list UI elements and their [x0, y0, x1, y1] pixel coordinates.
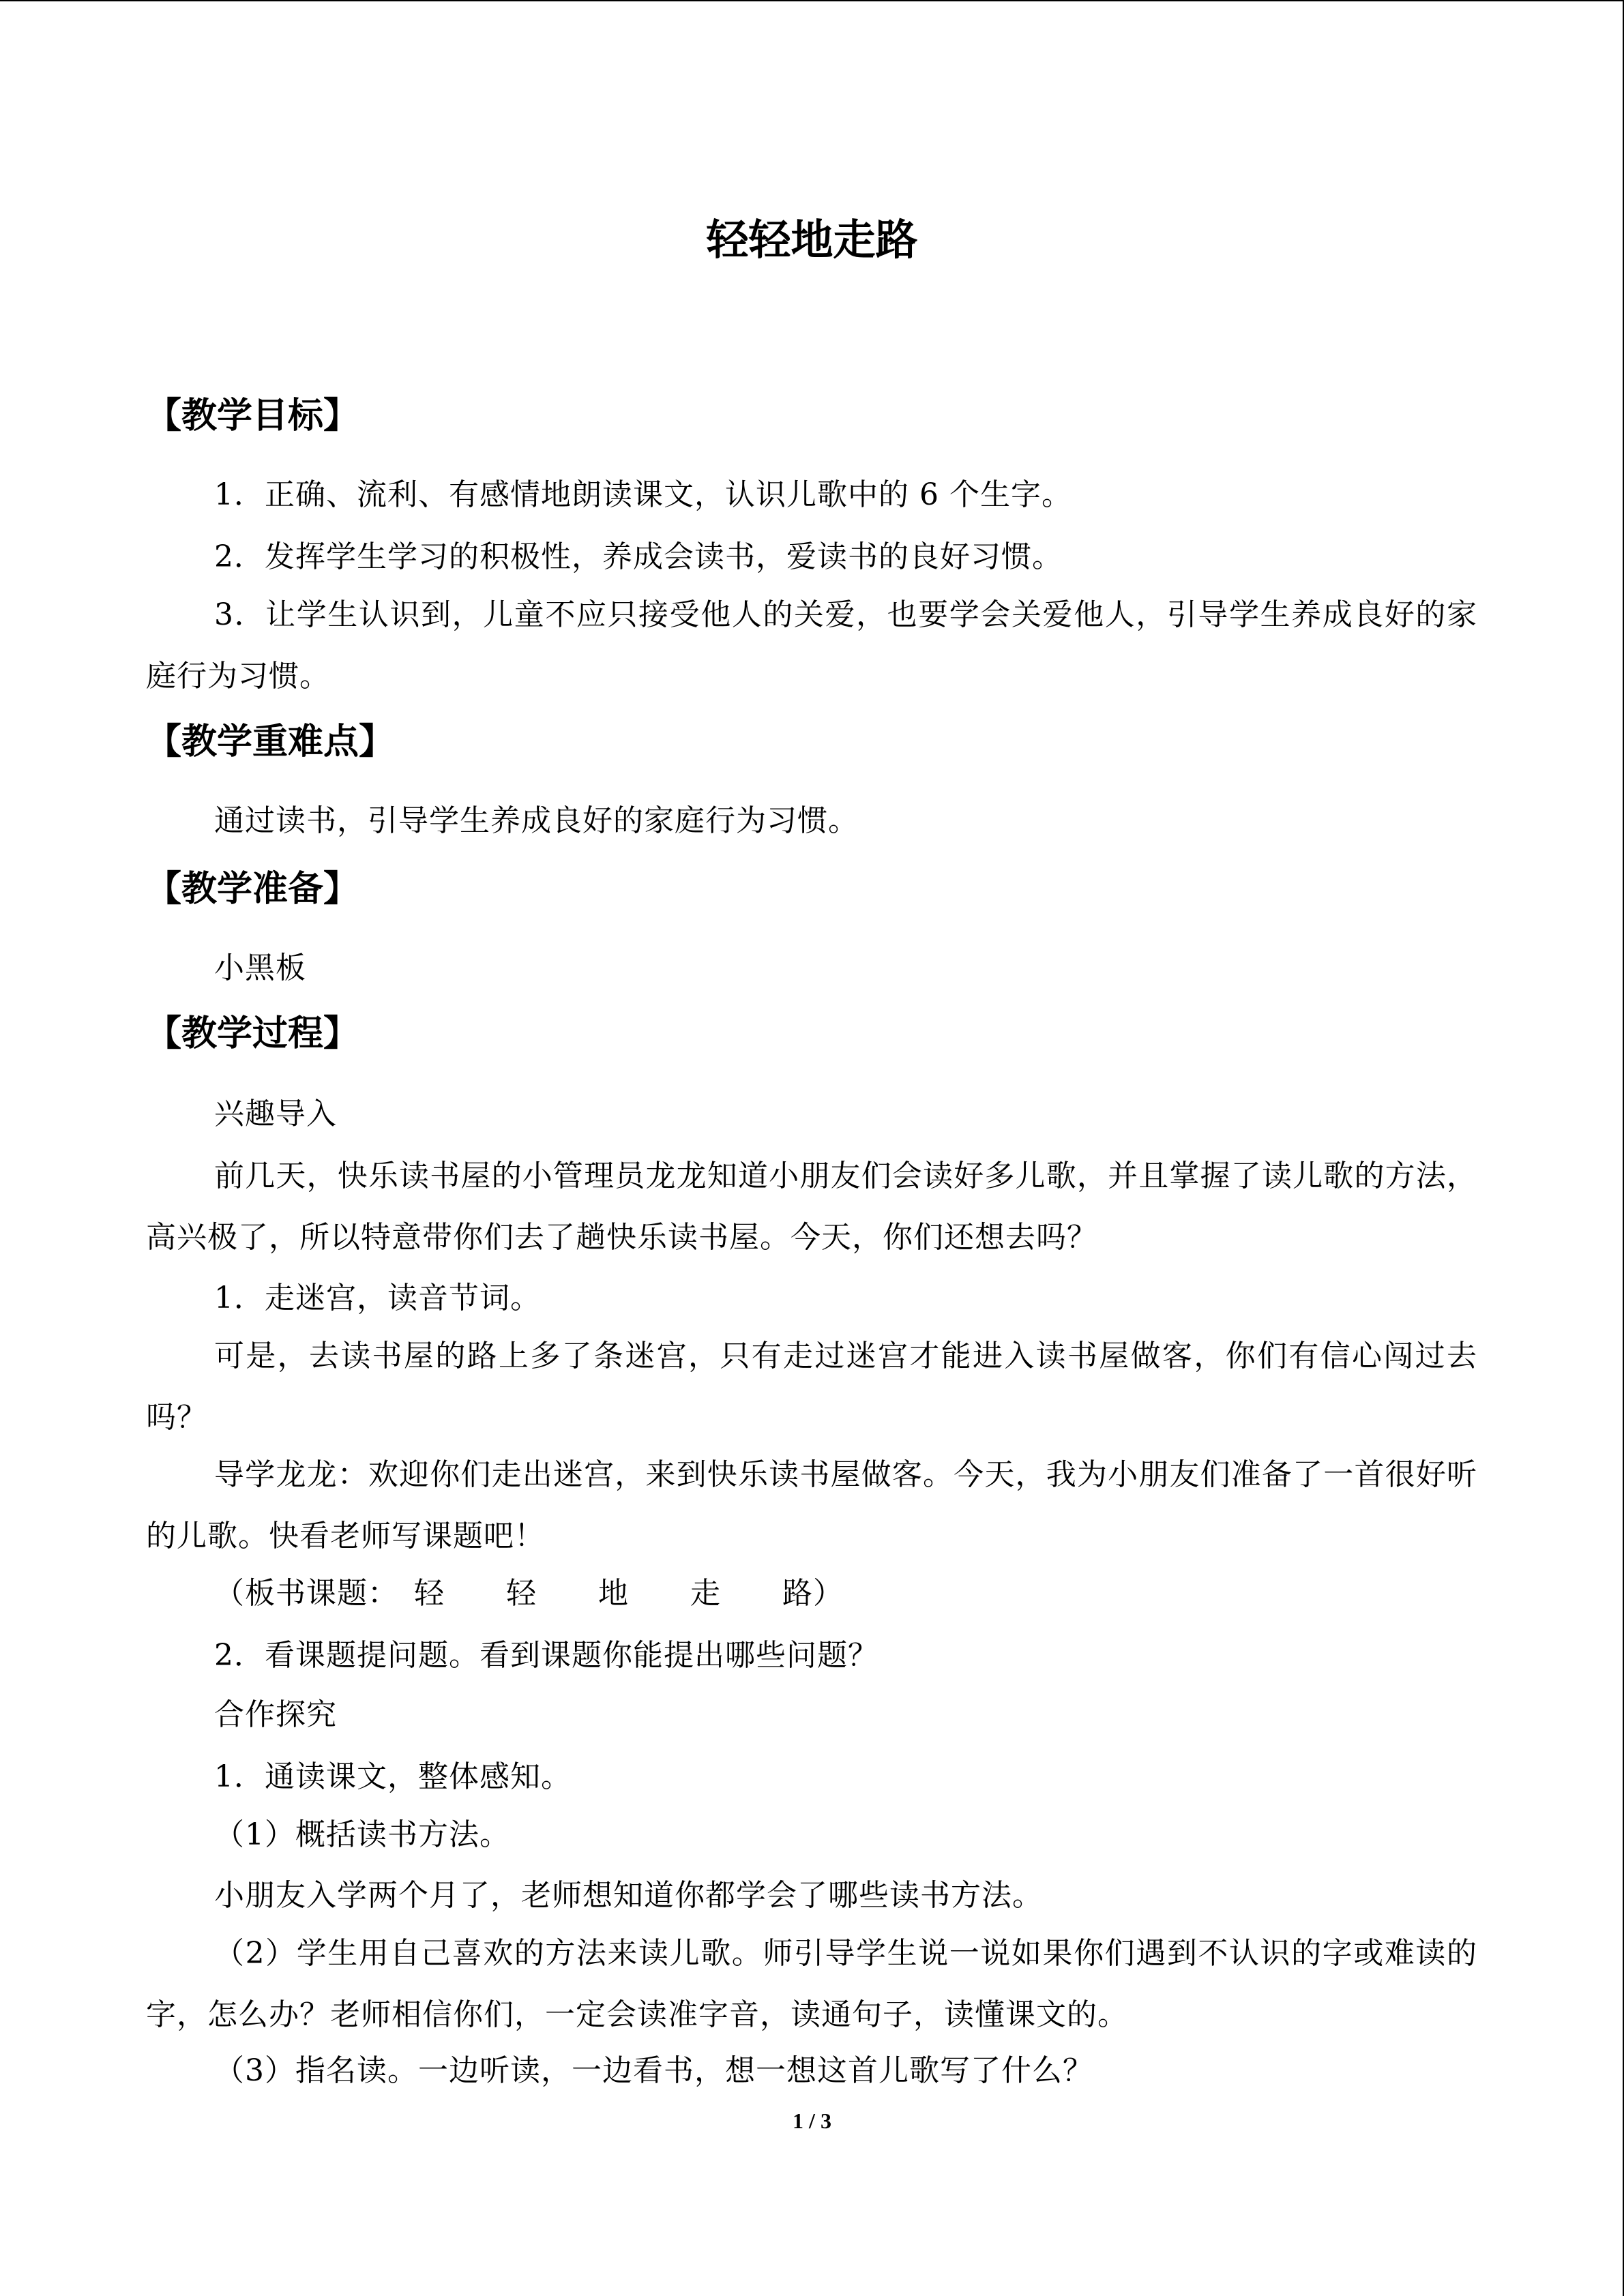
- paragraph: （1）概括读书方法。: [214, 1817, 510, 1852]
- paragraph: 可是，去读书屋的路上多了条迷宫，只有走过迷宫才能进入读书屋做客，你们有信心闯过去吗？: [146, 1339, 1477, 1435]
- paragraph: 1．正确、流利、有感情地朗读课文，认识儿歌中的 6 个生字。: [214, 477, 1072, 512]
- document-title: 轻轻地走路: [706, 215, 918, 265]
- paragraph: 小朋友入学两个月了，老师想知道你都学会了哪些读书方法。: [214, 1878, 1043, 1913]
- paragraph: （2）学生用自己喜欢的方法来读儿歌。师引导学生说一说如果你们遇到不认识的字或难读的字，怎么办？老师相信你们，一定会读准字音，读通句子，读懂课文的。: [146, 1936, 1477, 2032]
- paragraph: 导学龙龙：欢迎你们走出迷宫，来到快乐读书屋做客。今天，我为小朋友们准备了一首很好听的儿歌。快看老师写课题吧！: [146, 1457, 1477, 1553]
- paragraph: 通过读书，引导学生养成良好的家庭行为习惯。: [214, 803, 859, 838]
- paragraph: 1．通读课文，整体感知。: [214, 1759, 572, 1794]
- paragraph: 前几天，快乐读书屋的小管理员龙龙知道小朋友们会读好多儿歌，并且掌握了读儿歌的方法，高兴极了，所以特意带你们去了趟快乐读书屋。今天，你们还想去吗？: [146, 1159, 1477, 1255]
- paragraph: 3．让学生认识到，儿童不应只接受他人的关爱，也要学会关爱他人，引导学生养成良好的家庭行为习惯。: [146, 597, 1477, 694]
- paragraph: 合作探究: [214, 1697, 337, 1732]
- paragraph: 小黑板: [214, 951, 306, 985]
- paragraph: 1．走迷宫，读音节词。: [214, 1281, 541, 1315]
- paragraph: 2．发挥学生学习的积极性，养成会读书，爱读书的良好习惯。: [214, 539, 1063, 574]
- paragraph: 2．看课题提问题。看到课题你能提出哪些问题？: [214, 1638, 879, 1673]
- section-heading-process: 【教学过程】: [146, 1013, 359, 1054]
- paragraph: （3）指名读。一边听读，一边看书，想一想这首儿歌写了什么？: [214, 2053, 1093, 2088]
- section-heading-preparation: 【教学准备】: [146, 869, 359, 910]
- paragraph: 兴趣导入: [214, 1097, 337, 1131]
- section-heading-objectives: 【教学目标】: [146, 396, 359, 436]
- page-number: 1 / 3: [793, 2108, 831, 2133]
- paragraph: （板书课题： 轻 轻 地 走 路）: [214, 1576, 844, 1611]
- section-heading-key-points: 【教学重难点】: [146, 721, 395, 762]
